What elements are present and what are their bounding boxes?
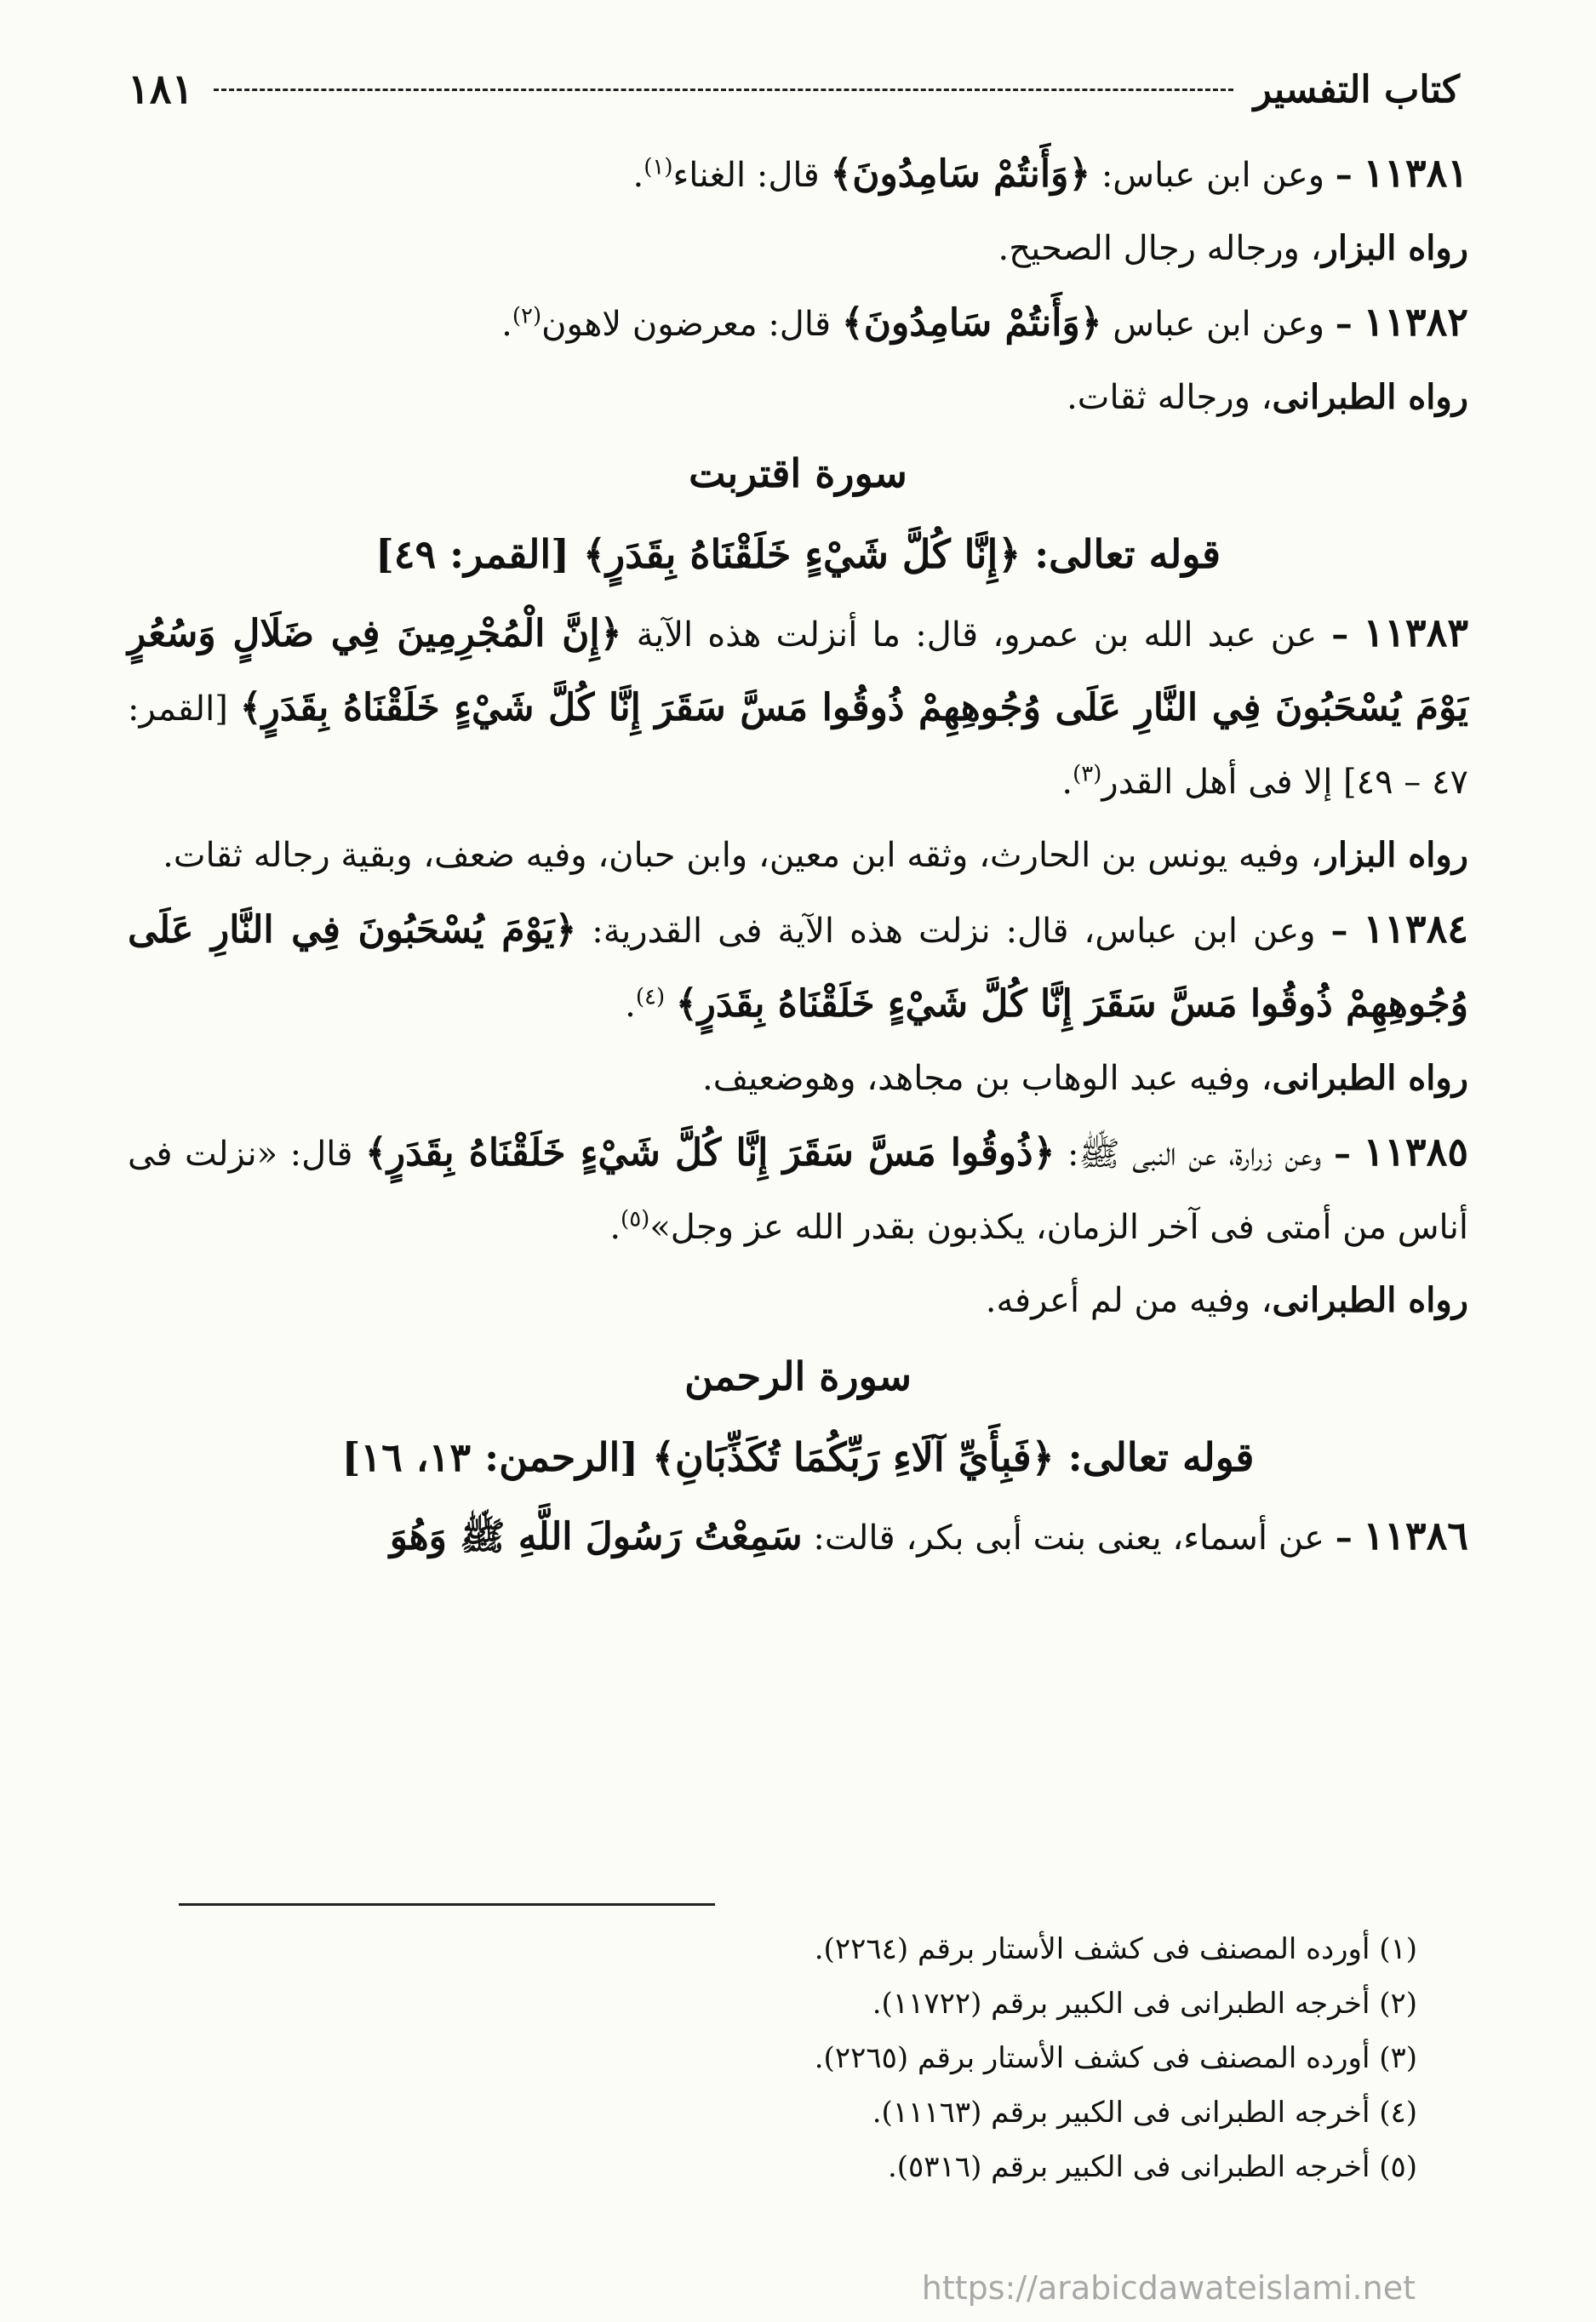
- source-text: ، وفيه عبد الوهاب بن مجاهد، وهوضعيف.: [702, 1059, 1273, 1098]
- source-text: ، ورجاله رجال الصحيح.: [998, 229, 1322, 268]
- source-name: رواه البزار: [1321, 228, 1468, 268]
- hadith-text: وعن ابن عباس: [1113, 305, 1325, 344]
- footnote-marker: (٤): [635, 984, 666, 1010]
- hadith-text: وعن ابن عباس، قال: نزلت هذه الآية فى القدرية:: [592, 912, 1316, 951]
- entry-dash: –: [1333, 1134, 1351, 1174]
- footnote: (٥) أخرجه الطبرانى فى الكبير برقم (٥٣١٦).: [887, 2150, 1417, 2184]
- source-line: [128, 1264, 1468, 1337]
- period: .: [609, 1208, 621, 1247]
- verse-heading: [128, 1416, 1468, 1499]
- hadith-entry: [128, 596, 1468, 819]
- hadith-entry: [128, 285, 1468, 361]
- source-line: [128, 212, 1468, 285]
- verse-label: قوله تعالى:: [1034, 531, 1221, 577]
- source-name: رواه الطبرانى: [1272, 1280, 1468, 1320]
- entry-dash: –: [1335, 1518, 1353, 1558]
- period: .: [632, 156, 644, 195]
- hadith-entry: [128, 1499, 1468, 1575]
- verse-reference: [الرحمن: ١٣، ١٦]: [341, 1434, 639, 1480]
- hadith-text: قال: الغناء: [672, 156, 820, 195]
- footnote-marker: (٢): [512, 303, 542, 329]
- hadith-text: عن أسماء، يعنى بنت أبى بكر، قالت:: [813, 1518, 1325, 1558]
- watermark-url: https://arabicdawateislami.net: [921, 2269, 1416, 2307]
- book-title: كتاب التفسير: [1253, 67, 1460, 112]
- hadith-entry: [128, 1115, 1468, 1264]
- period: .: [501, 305, 512, 344]
- entry-dash: –: [1335, 155, 1353, 195]
- verse-heading: [128, 512, 1468, 596]
- surah-title: سورة الرحمن: [684, 1353, 912, 1399]
- quran-quote: سَمِعْتُ رَسُولَ اللَّهِ ﷺ وَهُوَ: [389, 1515, 803, 1558]
- hadith-text: وعن زرارة، عن النبى ﷺ:: [1067, 1135, 1322, 1174]
- quran-quote: ﴿إِنَّ الْمُجْرِمِينَ فِي ضَلَالٍ وَسُعُرٍ يَوْمَ يُسْحَبُونَ فِي النَّارِ عَلَى وُجُوهِهِمْ ذُوقُوا مَسَّ سَقَرَ إِنَّا كُلَّ شَيْءٍ خَلَقْنَاهُ بِقَدَرٍ﴾: [128, 612, 1468, 729]
- entry-dash: –: [1335, 304, 1353, 344]
- quran-quote: ﴿وَأَنتُمْ سَامِدُونَ﴾: [841, 301, 1102, 345]
- hadith-number: ١١٣٨١: [1363, 150, 1468, 196]
- source-line: [128, 1042, 1468, 1115]
- hadith-text: وعن ابن عباس:: [1101, 156, 1325, 195]
- footnote: (٢) أخرجه الطبرانى فى الكبير برقم (١١٧٢٢).: [872, 1987, 1417, 2021]
- hadith-text: عن عبد الله بن عمرو، قال: ما أنزلت هذه الآية: [636, 615, 1318, 655]
- entry-dash: –: [1331, 615, 1349, 655]
- hadith-number: ١١٣٨٦: [1363, 1513, 1468, 1558]
- footnote: (١) أورده المصنف فى كشف الأستار برقم (٢٢٦٤).: [814, 1932, 1417, 1966]
- hadith-text: قال: «نزلت فى أناس من أمتى فى آخر الزمان، يكذبون بقدر الله عز وجل»: [128, 1135, 1468, 1247]
- footnote-marker: (١): [644, 154, 673, 180]
- page-number: ١٨١: [128, 66, 194, 113]
- verse-label: قوله تعالى:: [1067, 1434, 1255, 1480]
- quran-quote: ﴿وَأَنتُمْ سَامِدُونَ﴾: [830, 152, 1091, 196]
- hadith-number: ١١٣٨٤: [1363, 906, 1469, 952]
- footnote: (٤) أخرجه الطبرانى فى الكبير برقم (١١١٦٣).: [872, 2096, 1417, 2130]
- quran-quote: ﴿ذُوقُوا مَسَّ سَقَرَ إِنَّا كُلَّ شَيْءٍ خَلَقْنَاهُ بِقَدَرٍ﴾: [365, 1131, 1055, 1175]
- hadith-text: قال: معرضون لاهون: [541, 305, 832, 344]
- entry-dash: –: [1330, 911, 1348, 951]
- footnote-divider: [179, 1903, 715, 1906]
- source-line: [128, 819, 1468, 892]
- verse-text: ﴿إِنَّا كُلَّ شَيْءٍ خَلَقْنَاهُ بِقَدَرٍ﴾: [583, 531, 1021, 577]
- period: .: [625, 986, 636, 1025]
- footnote: (٣) أورده المصنف فى كشف الأستار برقم (٢٢٦٥).: [814, 2041, 1417, 2075]
- source-name: رواه البزار: [1321, 835, 1468, 875]
- quran-quote: ﴿يَوْمَ يُسْحَبُونَ فِي النَّارِ عَلَى وُجُوهِهِمْ ذُوقُوا مَسَّ سَقَرَ إِنَّا كُلَّ شَيْءٍ خَلَقْنَاهُ بِقَدَرٍ﴾: [128, 908, 1468, 1026]
- footnote-marker: (٣): [1073, 761, 1102, 787]
- hadith-number: ١١٣٨٢: [1363, 299, 1468, 345]
- hadith-entry: [128, 892, 1468, 1042]
- source-name: رواه الطبرانى: [1272, 1058, 1468, 1098]
- source-text: ، وفيه يونس بن الحارث، وثقه ابن معين، وابن حبان، وفيه ضعف، وبقية رجاله ثقات.: [163, 836, 1322, 875]
- hadith-number: ١١٣٨٥: [1363, 1129, 1469, 1175]
- footnotes: [128, 1922, 1417, 2194]
- page-header: [128, 60, 1460, 119]
- hadith-entry: [128, 136, 1468, 212]
- verse-text: ﴿فَبِأَيِّ آلَاءِ رَبِّكُمَا تُكَذِّبَانِ﴾: [652, 1434, 1055, 1480]
- header-divider: [214, 89, 1233, 91]
- verse-reference: [القمر: ٤٩]: [375, 531, 569, 577]
- source-text: ، ورجاله ثقات.: [1067, 378, 1273, 417]
- source-line: [128, 361, 1468, 434]
- footnote-marker: (٥): [621, 1206, 650, 1232]
- source-text: ، وفيه من لم أعرفه.: [985, 1281, 1273, 1320]
- hadith-number: ١١٣٨٣: [1363, 609, 1469, 655]
- page-body: [128, 136, 1468, 1575]
- period: .: [1061, 763, 1073, 802]
- surah-title: سورة اقتربت: [689, 450, 907, 496]
- hadith-text: [القمر: ٤٧ – ٤٩] إلا فى أهل القدر: [128, 689, 1468, 802]
- source-name: رواه الطبرانى: [1272, 377, 1468, 417]
